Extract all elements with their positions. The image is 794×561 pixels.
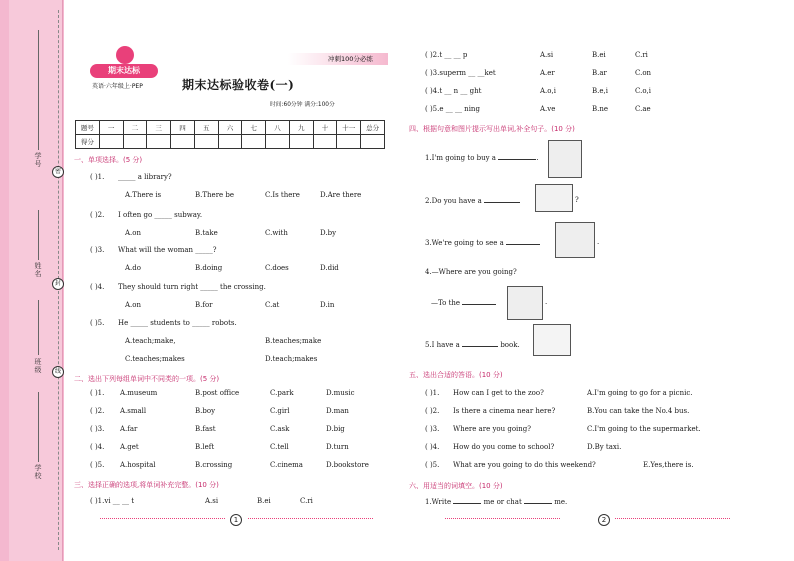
question-number: ( )4. (425, 443, 440, 451)
score-cell[interactable] (218, 135, 242, 149)
score-header-cell: 八 (266, 121, 290, 135)
score-header-row (76, 121, 385, 135)
option: B.ei (592, 51, 606, 59)
question-text: How do you come to school? (453, 443, 555, 451)
option: A.far (120, 425, 138, 433)
option: B.left (195, 443, 215, 451)
score-cell[interactable] (266, 135, 290, 149)
question-number: ( )5.e __ __ ning (425, 105, 480, 113)
option: A.si (205, 497, 219, 505)
option: D.music (326, 389, 355, 397)
seal-feng: 封 (52, 278, 64, 290)
name-label: 姓名 (34, 262, 42, 278)
answer-blank[interactable] (498, 153, 536, 160)
question-text: They should turn right _____ the crossing. (118, 283, 266, 291)
logo-subtitle: 英语·六年级上·PEP (92, 83, 143, 90)
question-number: ( )4.t __ n __ ght (425, 87, 482, 95)
question-number: ( )3.superm __ __ket (425, 69, 496, 77)
s4-q2-end: ? (575, 196, 579, 204)
score-cell[interactable] (99, 135, 123, 149)
option: C.girl (270, 407, 290, 415)
option: C.ae (635, 105, 651, 113)
score-table (75, 120, 385, 149)
score-header-cell: 十 (313, 121, 337, 135)
s4-q5: 5.I have a book. (425, 341, 520, 349)
page-number: 2 (598, 514, 610, 526)
answer-blank[interactable] (506, 238, 540, 245)
book-picture (548, 140, 582, 178)
question-number: ( )4. (90, 283, 105, 291)
seal-mi: 密 (52, 166, 64, 178)
answer-blank[interactable] (484, 196, 520, 203)
option: B.fast (195, 425, 216, 433)
option: C.tell (270, 443, 289, 451)
option: A.do (125, 264, 141, 272)
option: A.small (120, 407, 147, 415)
score-cell[interactable] (313, 135, 337, 149)
option: D.big (326, 425, 345, 433)
option: B.teaches;make (265, 337, 322, 345)
question-text: How can I get to the zoo? (453, 389, 544, 397)
question-number: ( )2. (425, 407, 440, 415)
mascot-icon (116, 46, 134, 64)
option: B.for (195, 301, 213, 309)
question-text: He _____ students to _____ robots. (118, 319, 237, 327)
class-line (38, 300, 39, 355)
exam-title: 期末达标验收卷(一) (182, 78, 295, 92)
score-label-cell: 得分 (76, 135, 100, 149)
class-label: 班级 (34, 358, 42, 374)
question-number: ( )4. (90, 443, 105, 451)
option: A.on (125, 301, 142, 309)
s4-q3: 3.We're going to see a (425, 238, 540, 247)
option: A.There is (125, 191, 162, 199)
score-header-cell: 五 (194, 121, 218, 135)
footer-two (445, 514, 735, 524)
postcard-picture (535, 184, 573, 212)
storybook-picture (533, 324, 571, 356)
s4-q4b: —To the (431, 298, 496, 307)
score-value-row (76, 135, 385, 149)
score-header-cell: 二 (123, 121, 147, 135)
score-header-cell: 三 (147, 121, 171, 135)
school-label: 学校 (34, 464, 42, 480)
logo (90, 46, 166, 94)
section-six-heading: 六、用适当的词填空。(10 分) (409, 482, 503, 490)
logo-title: 期末达标 (90, 64, 158, 78)
section-five-heading: 五、选出合适的答语。(10 分) (409, 371, 503, 379)
option: B.post office (195, 389, 240, 397)
question-number: ( )1.vi __ __ t (90, 497, 135, 505)
score-header-cell: 总分 (361, 121, 385, 135)
option: A.museum (120, 389, 158, 397)
option: A.on (125, 229, 142, 237)
question-number: ( )5. (90, 461, 105, 469)
question-text: What are you going to do this weekend? (453, 461, 596, 469)
answer-option: E.Yes,there is. (643, 461, 694, 469)
option: B.doing (195, 264, 223, 272)
option: B.There be (195, 191, 235, 199)
question-text: I often go _____ subway. (118, 211, 203, 219)
option: D.did (320, 264, 339, 272)
question-number: ( )1. (425, 389, 440, 397)
exam-meta: 时间:60分钟 满分:100分 (270, 102, 335, 108)
score-cell[interactable] (194, 135, 218, 149)
cinema-picture (555, 222, 595, 258)
question-text: Where are you going? (453, 425, 532, 433)
answer-option: D.By taxi. (587, 443, 622, 451)
option: D.turn (326, 443, 349, 451)
score-cell[interactable] (123, 135, 147, 149)
option: C.ri (635, 51, 648, 59)
question-number: ( )3. (90, 246, 105, 254)
score-cell[interactable] (171, 135, 195, 149)
option: A.o,i (540, 87, 556, 95)
seal-xian: 线 (52, 366, 64, 378)
banner-text: 冲刺100分必练 (328, 55, 373, 63)
option: C.at (265, 301, 280, 309)
option: D.bookstore (326, 461, 369, 469)
section-two-heading: 二、选出下列每组单词中不同类的一项。(5 分) (74, 375, 220, 383)
option: D.in (320, 301, 335, 309)
answer-blank[interactable] (462, 298, 496, 305)
bookstore-picture (507, 286, 543, 320)
option: D.man (326, 407, 349, 415)
question-number: ( )2. (90, 407, 105, 415)
option: A.er (540, 69, 555, 77)
option: B.e,i (592, 87, 608, 95)
question-number: ( )2. (90, 211, 105, 219)
s4-q4b-end: . (545, 298, 548, 306)
option: B.take (195, 229, 218, 237)
score-header-cell: 九 (289, 121, 313, 135)
question-number: ( )3. (90, 425, 105, 433)
option: C.cinema (270, 461, 303, 469)
school-line (38, 392, 39, 462)
score-header-cell: 七 (242, 121, 266, 135)
answer-option: A.I'm going to go for a picnic. (587, 389, 693, 397)
option: C.on (635, 69, 652, 77)
question-number: ( )2.t __ __ p (425, 51, 468, 59)
option: C.teaches;makes (125, 355, 185, 363)
option: C.does (265, 264, 289, 272)
option: A.teach;make, (125, 337, 176, 345)
option: D.teach;makes (265, 355, 318, 363)
s6-q1: 1.Write me or chat me. (425, 498, 568, 506)
s4-q2: 2.Do you have a (425, 196, 520, 205)
page-number: 1 (230, 514, 242, 526)
option: C.with (265, 229, 288, 237)
option: C.ask (270, 425, 290, 433)
option: A.get (120, 443, 139, 451)
question-text: What will the woman _____? (118, 246, 217, 254)
question-number: ( )1. (90, 389, 105, 397)
question-text: _____ a library? (118, 173, 172, 181)
score-header-cell: 一 (99, 121, 123, 135)
option: B.ne (592, 105, 609, 113)
option: C.Is there (265, 191, 300, 199)
question-number: ( )5. (90, 319, 105, 327)
option: B.ar (592, 69, 607, 77)
option: D.Are there (320, 191, 362, 199)
number-label: 学号 (34, 152, 42, 168)
section-one-heading: 一、单项选择。(5 分) (74, 156, 143, 164)
option: A.hospital (120, 461, 156, 469)
answer-blank[interactable] (524, 497, 552, 504)
banner (188, 53, 388, 65)
section-four-heading: 四、根据句意和图片提示写出单词,补全句子。(10 分) (409, 125, 575, 133)
answer-option: C.I'm going to the supermarket. (587, 425, 701, 433)
score-cell[interactable] (242, 135, 266, 149)
option: A.si (540, 51, 554, 59)
option: B.crossing (195, 461, 233, 469)
score-cell[interactable] (361, 135, 385, 149)
s4-q3-end: . (597, 238, 600, 246)
answer-blank[interactable] (462, 340, 498, 347)
option: C.ri (300, 497, 313, 505)
question-number: ( )5. (425, 461, 440, 469)
score-header-cell: 六 (218, 121, 242, 135)
option: C.o,i (635, 87, 652, 95)
answer-option: B.You can take the No.4 bus. (587, 407, 690, 415)
score-header-cell: 四 (171, 121, 195, 135)
option: A.ve (540, 105, 556, 113)
option: B.ei (257, 497, 271, 505)
option: C.park (270, 389, 294, 397)
s4-q4: 4.—Where are you going? (425, 268, 517, 276)
question-number: ( )1. (90, 173, 105, 181)
question-text: Is there a cinema near here? (453, 407, 556, 415)
score-cell[interactable] (337, 135, 361, 149)
s4-q1: 1.I'm going to buy a . (425, 154, 539, 162)
footer-one (100, 514, 380, 524)
answer-blank[interactable] (453, 497, 481, 504)
section-three-heading: 三、选择正确的选项,将单词补充完整。(10 分) (74, 481, 219, 489)
option: B.boy (195, 407, 216, 415)
score-cell[interactable] (289, 135, 313, 149)
question-number: ( )3. (425, 425, 440, 433)
score-cell[interactable] (147, 135, 171, 149)
score-header-cell: 十一 (337, 121, 361, 135)
number-line (38, 30, 39, 150)
score-header-cell: 题号 (76, 121, 100, 135)
name-line (38, 210, 39, 260)
option: D.by (320, 229, 337, 237)
